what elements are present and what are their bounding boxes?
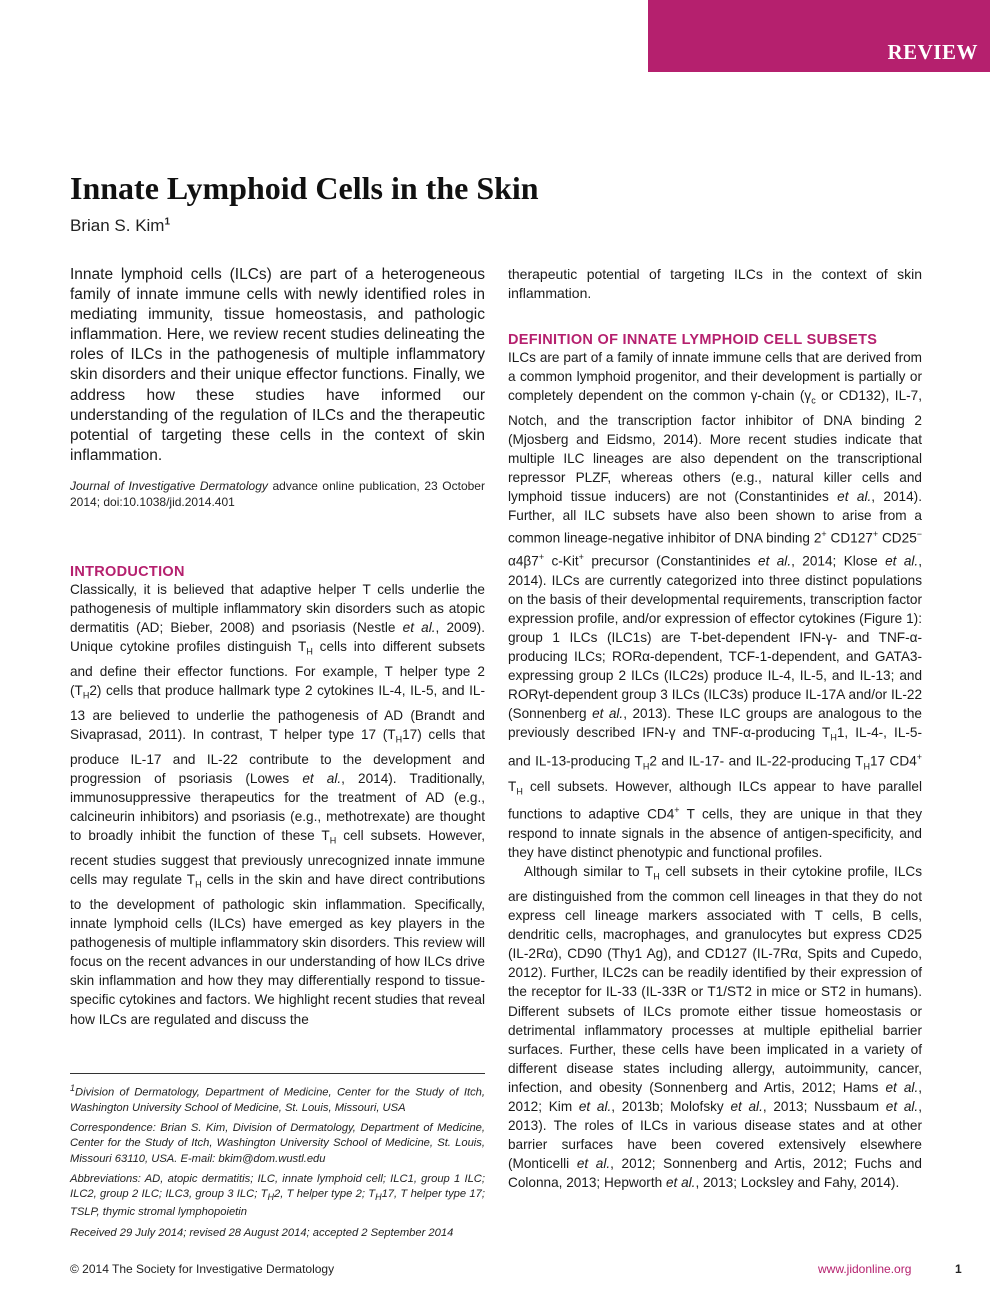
- footnote-affiliation: $^1$Division of Dermatology, Department of Medicine, Center for the Study of Itch, Washington University School of Medicine, St. Louis, Missouri, USA: [70, 1083, 485, 1114]
- article-title: Innate Lymphoid Cells in the Skin: [70, 170, 539, 206]
- right-column: [508, 265, 922, 1192]
- footnote-received: Received 29 July 2014; revised 28 August 2014; accepted 2 September 2014: [70, 1226, 454, 1239]
- left-column: [70, 265, 485, 1029]
- introduction-heading: INTRODUCTION: [70, 563, 185, 580]
- citation: [70, 478, 485, 510]
- section-label: REVIEW: [648, 0, 990, 72]
- definition-paragraph-1: ILCs are part of a family of innate immune cells that are derived from a common lymphoid progenitor, and their development is partially or completely dependent on the common γ-chain ($\gamma_c$ or CD132), IL-7, Notch, and the transcription factor inhibitor of DNA binding 2 (Mjosberg and Eidsmo, 2014). More recent studies indicate that multiple ILC lineages are also dependent on the transcriptional repressor PLZF, whereas others (e.g., natural killer cells and lymphoid tissue inducers) are not (Constantinides et al., 2014). Further, all ILC subsets have also been shown to arise from a common lineage-negative inhibitor of DNA binding 2+ CD127+ CD25− α4β7+ c-Kit+ precursor (Constantinides et al., 2014; Klose et al., 2014). ILCs are currently categorized into three distinct populations on the basis of their developmental requirements, transcription factor expression profile, and/or expression of effector cytokines (Figure 1): group 1 ILCs (ILC1s) are T-bet-dependent IFN-γ- and TNF-α-producing ILCs; RORα-dependent, TCF-1-dependent, and GATA3-expressing group 2 ILCs (ILC2s) produce IL-4, IL-5, and IL-13; and RORγt-dependent group 3 ILCs (ILC3s) produce IL-17A and/or IL-22 (Sonnenberg et al., 2013). These ILC groups are analogous to the previously described IFN-γ and TNF-α-producing $T_H1$, IL-4-, IL-5- and IL-13-producing $T_H2$ and IL-17- and IL-22-producing $T_H17$ CD4+ $T_H$ cell subsets. However, although ILCs appear to have parallel functions to adaptive CD4+ T cells, they are unique in that they respond to innate signals in the absence of antigen-specificity, and they have distinct phenotypic and functional profiles.: [508, 349, 923, 861]
- footnotes: [70, 1073, 485, 1246]
- journal-url[interactable]: www.jidonline.org: [818, 1262, 912, 1276]
- author-name: Brian S. Kim: [70, 216, 165, 235]
- abstract-continuation: therapeutic potential of targeting ILCs in the context of skin inflammation.: [508, 266, 922, 302]
- footnote-correspondence: Correspondence: Brian S. Kim, Division of Dermatology, Department of Medicine, Center for the Study of Itch, Washington University School of Medicine, St. Louis, Missouri 63110, USA. E-mail: bkim@dom.wustl.edu: [70, 1122, 485, 1165]
- citation-journal: Journal of Investigative Dermatology: [70, 478, 268, 493]
- definition-paragraph-2: Although similar to $T_H$ cell subsets in their cytokine profile, ILCs are distinguished from the common cell lineages in that they do not express cell lineage markers associated with T cells, B cells, dendritic cells, macrophages, and granulocytes but express CD25 (IL-2Rα), CD90 (Thy1 Ag), and CD127 (IL-7Rα, Spits and Cupedo, 2012). Further, ILC2s can be readily identified by their expression of the receptor for IL-33 (IL-33R or T1/ST2 in mice or ST2 in humans). Different subsets of ILCs promote either tissue homeostasis or detrimental inflammatory processes at multiple epithelial barrier surfaces. Further, these cells have been implicated in a variety of different disease states including allergy, autoimmunity, cancer, infection, and obesity (Sonnenberg and Artis, 2012; Hams et al., 2012; Kim et al., 2013b; Molofsky et al., 2013; Nussbaum et al., 2013). The roles of ILCs in various disease states and at other barrier surfaces have been covered extensively elsewhere (Monticelli et al., 2012; Sonnenberg and Artis, 2012; Fuchs and Colonna, 2013; Hepworth et al., 2013; Locksley and Fahy, 2014).: [508, 864, 922, 1191]
- definition-heading: DEFINITION OF INNATE LYMPHOID CELL SUBSETS: [508, 331, 878, 348]
- introduction-paragraph: Classically, it is believed that adaptive helper T cells underlie the pathogenesis of multiple inflammatory skin disorders such as atopic dermatitis (AD; Bieber, 2008) and psoriasis (Nestle et al., 2009). Unique cytokine profiles distinguish $T_H$ cells into different subsets and define their effector functions. For example, T helper type 2 $(T_H2)$ cells that produce hallmark type 2 cytokines IL-4, IL-5, and IL-13 are believed to underlie the pathogenesis of AD (Brandt and Sivaprasad, 2011). In contrast, T helper type 17 $(T_H17)$ cells that produce IL-17 and IL-22 contribute to the development and progression of psoriasis (Lowes et al., 2014). Traditionally, immunosuppressive therapeutics for the treatment of AD (e.g., calcineurin inhibitors) and psoriasis (e.g., methotrexate) are thought to broadly inhibit the function of these $T_H$ cell subsets. However, recent studies suggest that previously unrecognized innate immune cells may regulate $T_H$ cells in the skin and have direct contributions to the development of pathologic skin inflammation. Specifically, innate lymphoid cells (ILCs) have emerged as key players in the pathogenesis of multiple inflammatory skin disorders. This review will focus on the recent advances in our understanding of how ILCs drive skin inflammation and how they may differentially respond to tissue-specific cytokines and factors. We highlight recent studies that reveal how ILCs are regulated and discuss the: [70, 581, 485, 1027]
- citation-details: advance online publication, 23 October 2014; doi:10.1038/jid.2014.401: [70, 478, 485, 509]
- abstract: Innate lymphoid cells (ILCs) are part of a heterogeneous family of innate immune cells with newly identified roles in mediating immunity, tissue homeostasis, and pathologic inflammation. Here, we review recent studies delineating the roles of ILCs in the pathogenesis of multiple inflammatory skin disorders and their unique effector functions. Finally, we address how these studies have informed our understanding of the regulation of ILCs and the therapeutic potential of targeting these cells in the context of skin inflammation.: [70, 266, 485, 464]
- author-line: [70, 216, 170, 236]
- page-number: 1: [955, 1262, 962, 1276]
- copyright: © 2014 The Society for Investigative Dermatology: [70, 1262, 335, 1276]
- author-affiliation-marker: 1: [164, 216, 171, 228]
- footnote-abbreviations: Abbreviations: AD, atopic dermatitis; ILC, innate lymphoid cell; ILC1, group 1 ILC; ILC2, group 2 ILC; ILC3, group 3 ILC; $T_H2$, T helper type 2; $T_H17$, T helper type 17; TSLP, thymic stromal lymphopoietin: [70, 1172, 485, 1219]
